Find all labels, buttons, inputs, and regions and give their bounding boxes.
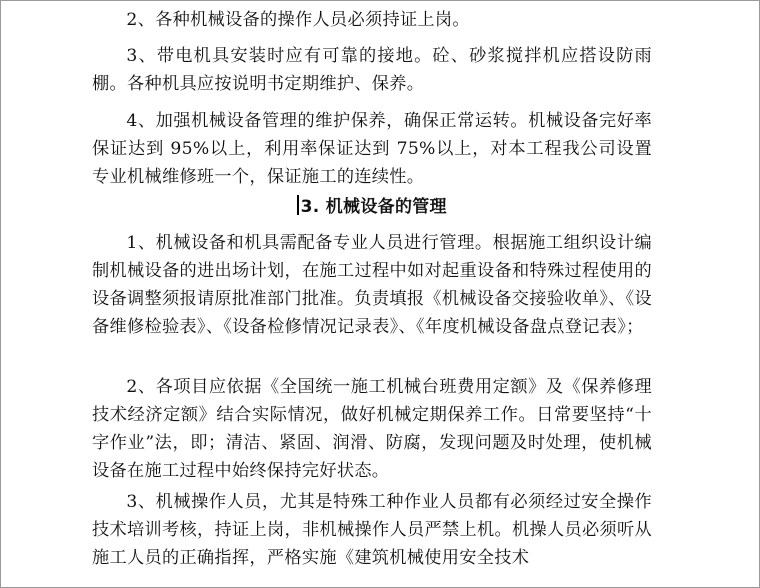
paragraph-item-4-maintenance-rates: 4、加强机械设备管理的维护保养，确保正常运转。机械设备完好率保证达到 95%以上，利用率保证达到 75%以上，对本工程我公司设置专业机械维修班一个，保证施工的连续性。 [92, 111, 652, 187]
paragraph-item-2-operator-certification: 2、各种机械设备的操作人员必须持证上岗。 [126, 10, 470, 30]
paragraph-management-3: 3、机械操作人员，尤其是特殊工种作业人员都有必须经过安全操作技术培训考核，持证上岗，非机械操作人员严禁上机。机操人员必须听从施工人员的正确指挥，严格实施《建筑机械使用安全技术 [92, 492, 652, 568]
section-heading-text: 3. 机械设备的管理 [300, 197, 447, 217]
paragraph-management-1: 1、机械设备和机具需配备专业人员进行管理。根据施工组织设计编制机械设备的进出场计划，在施工过程中如对起重设备和特殊过程使用的设备调整须报请原批准部门批准。负责填报《机械设备交接验收单》、《设备维修检验表》、《设备检修情况记录表》、《年度机械设备盘点登记表》； [92, 233, 652, 337]
section-heading [92, 193, 652, 221]
text-cursor [297, 195, 299, 215]
paragraph-management-2: 2、各项目应依据《全国统一施工机械台班费用定额》及《保养修理技术经济定额》结合实际情况，做好机械定期保养工作。日常要坚持“十字作业”法，即；清洁、紧固、润滑、防腐，发现问题及时处理，使机械设备在施工过程中始终保持完好状态。 [92, 377, 652, 481]
paragraph-item-3-grounding-rain-shed: 3、带电机具安装时应有可靠的接地。砼、砂浆搅拌机应搭设防雨棚。各种机具应按说明书定期维护、保养。 [92, 46, 652, 94]
